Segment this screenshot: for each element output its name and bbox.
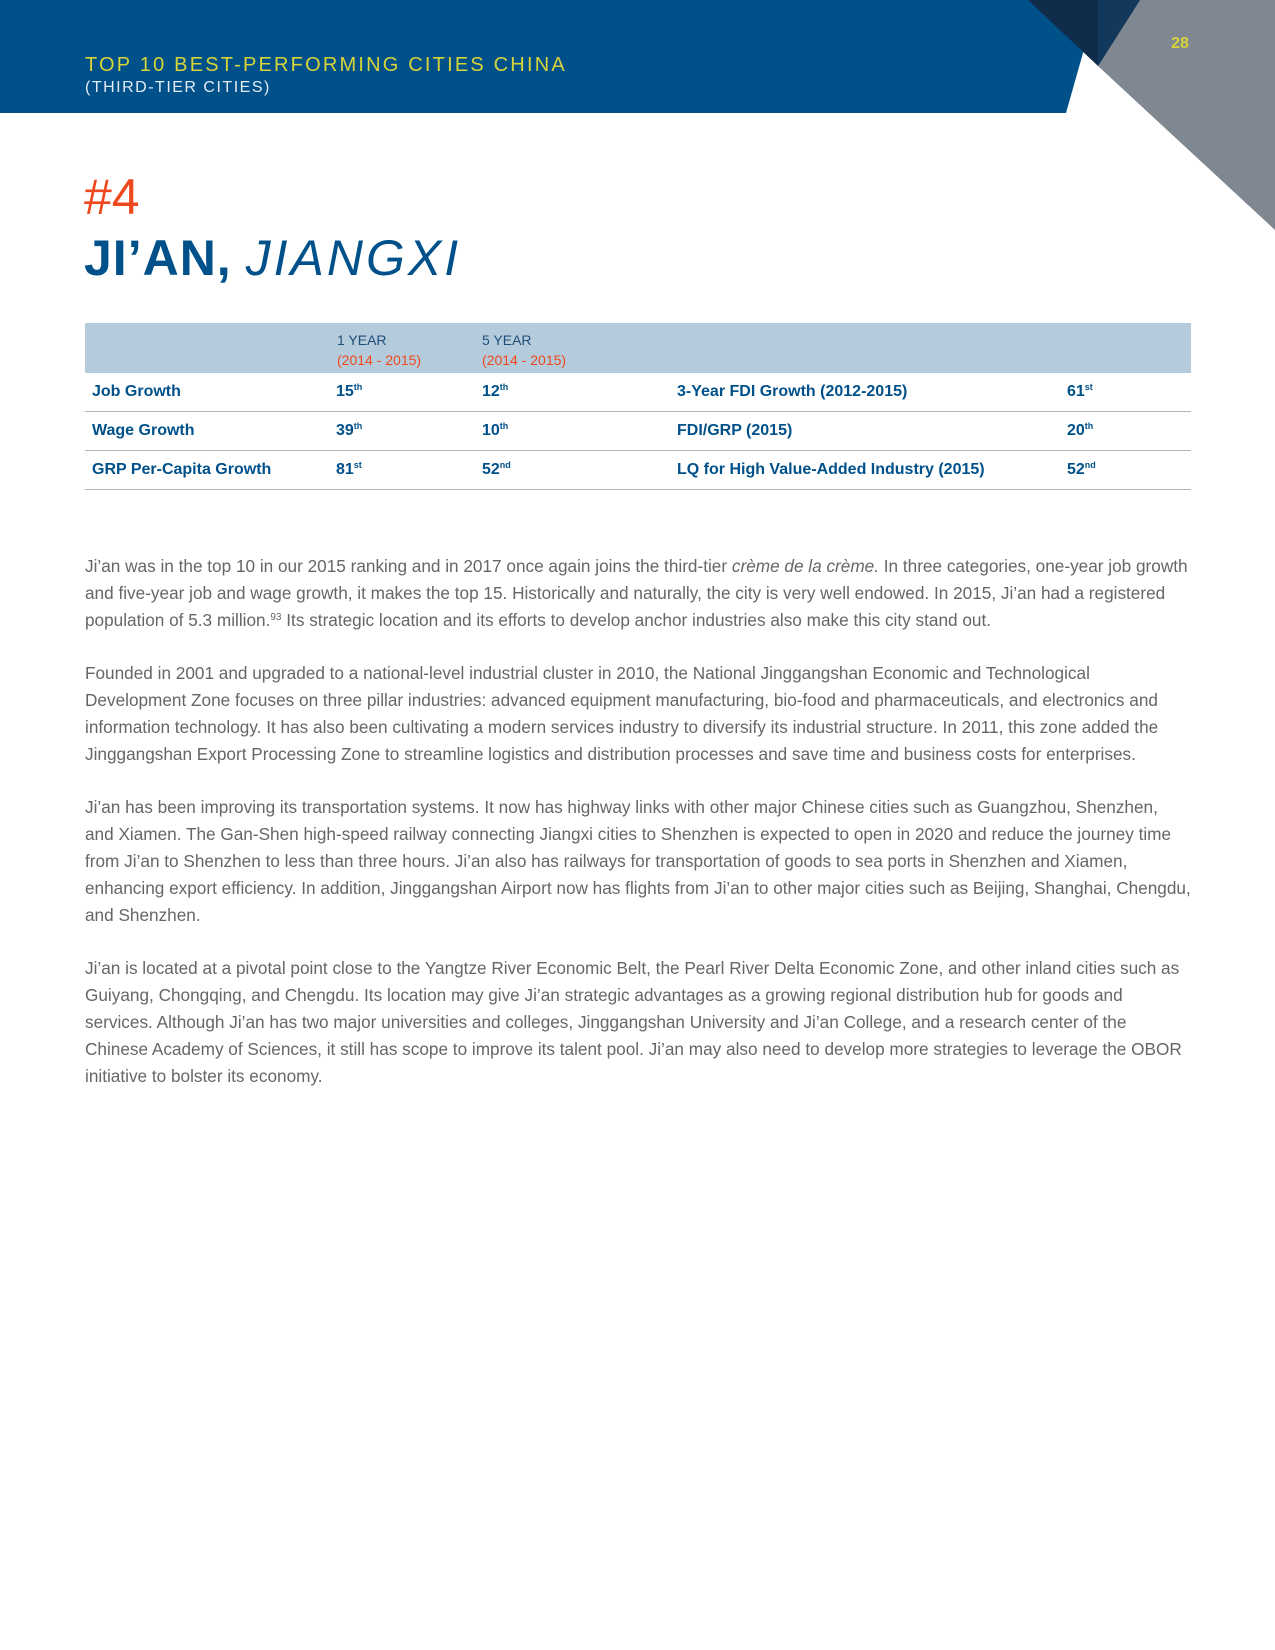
body-text [85,553,1191,1116]
one-year-rank: 81st [336,460,362,478]
header-1-year [337,330,421,370]
metric-label: GRP Per-Capita Growth [92,461,272,478]
rankings-table [85,323,1191,490]
metric2-rank: 52nd [1067,460,1096,478]
one-year-rank: 15th [336,382,363,400]
five-year-rank: 12th [482,382,509,400]
metric2-label: 3-Year FDI Growth (2012-2015) [677,383,908,400]
metric2-rank: 61st [1067,382,1093,400]
city-title [84,230,462,286]
header-label: 5 YEAR [482,332,532,348]
table-row [85,451,1191,490]
metric2-label: FDI/GRP (2015) [677,422,793,439]
header-5-year [482,330,566,370]
metric-label: Job Growth [92,383,181,400]
paragraph-3: Ji’an has been improving its transportation systems. It now has highway links with other major Chinese cities such as Guangzhou, Shenzhen, and Xiamen. The Gan-Shen high-speed railway connecting Jiangxi cities to Shenzhen is expected to open in 2020 and reduce the journey time from Ji’an to Shenzhen to less than three hours. Ji’an also has railways for transportation of goods to sea ports in Shenzhen and Xiamen, enhancing export efficiency. In addition, Jinggangshan Airport now has flights from Ji’an to other major cities such as Beijing, Shanghai, Chengdu, and Shenzhen. [85,797,1191,925]
province-name: JIANGXI [245,230,462,286]
one-year-rank: 39th [336,421,363,439]
footnote-ref: 93 [270,612,282,623]
paragraph-2: Founded in 2001 and upgraded to a national-level industrial cluster in 2010, the National Jinggangshan Economic and Technological Development Zone focuses on three pillar industries: advanced equipment manufacturing, bio-food and pharmaceuticals, and electronics and information technology. It has also been cultivating a modern services industry to diversify its industrial structure. In 2011, this zone added the Jinggangshan Export Processing Zone to streamline logistics and distribution processes and save time and business costs for enterprises. [85,663,1159,764]
paragraph-4: Ji’an is located at a pivotal point close to the Yangtze River Economic Belt, the Pearl River Delta Economic Zone, and other inland cities such as Guiyang, Chongqing, and Chengdu. Its location may give Ji’an strategic advantages as a growing regional distribution hub for goods and services. Although Ji’an has two major universities and colleges, Jinggangshan University and Ji’an College, and a research center of the Chinese Academy of Sciences, it still has scope to improve its talent pool. Ji’an may also need to develop more strategies to leverage the OBOR initiative to bolster its economy. [85,958,1182,1086]
header-period: (2014 - 2015) [337,352,422,368]
table-row [85,373,1191,412]
metric2-rank: 20th [1067,421,1094,439]
header-subtitle: (THIRD-TIER CITIES) [85,79,271,96]
metric2-label: LQ for High Value-Added Industry (2015) [677,461,985,478]
header-period: (2014 - 2015) [482,352,567,368]
table-row [85,412,1191,451]
corner-decoration [0,0,1275,240]
page-number: 28 [1171,35,1189,52]
city-rank: #4 [84,169,140,225]
header-label: 1 YEAR [337,332,387,348]
metric-label: Wage Growth [92,422,195,439]
five-year-rank: 52nd [482,460,511,478]
five-year-rank: 10th [482,421,509,439]
city-name: JI’AN, [84,230,232,286]
header-title: TOP 10 BEST-PERFORMING CITIES CHINA [85,54,567,76]
paragraph-1: Ji’an was in the top 10 in our 2015 ranking and in 2017 once again joins the third-tier crème de la crème. In three categories, one-year job growth and five-year job and wage growth, it makes the top 15. Historically and naturally, the city is very well endowed. In 2015, Ji’an had a registered population of 5.3 million.$^{93}$ Its strategic location and its efforts to develop anchor industries also make this city stand out. [85,556,1188,630]
table-header [85,323,1191,373]
